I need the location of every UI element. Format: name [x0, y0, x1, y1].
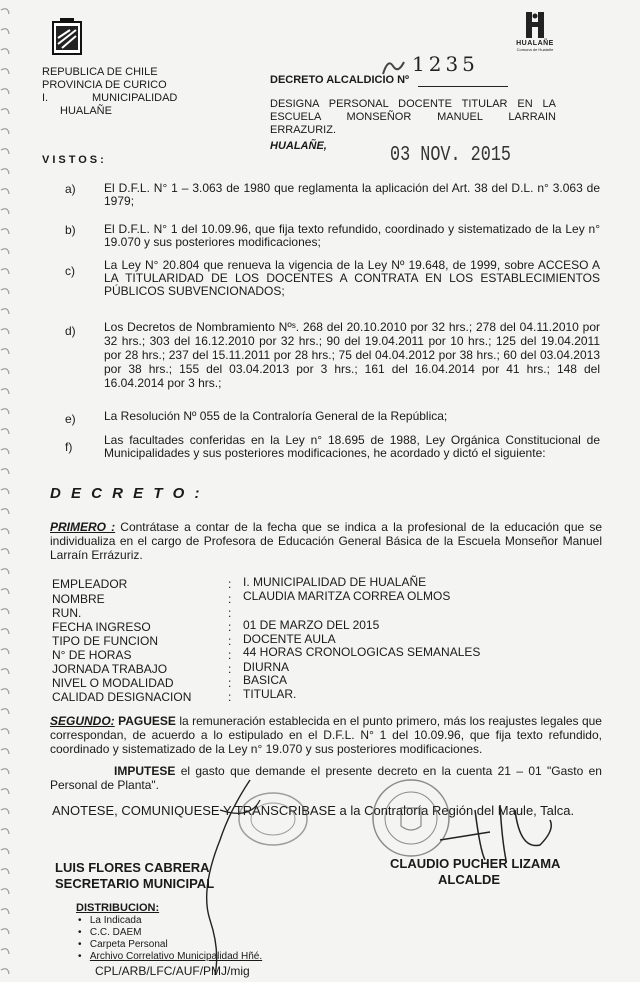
binding-hole — [1, 589, 9, 594]
field-label-nombre: NOMBRE — [52, 592, 105, 606]
list-item: • La Indicada — [78, 915, 142, 926]
binding-hole — [1, 149, 9, 154]
binding-hole — [1, 429, 9, 434]
binding-hole — [1, 749, 9, 754]
header-country: REPUBLICA DE CHILE — [42, 66, 158, 78]
binding-hole — [1, 9, 9, 14]
binding-hole — [1, 109, 9, 114]
binding-hole — [1, 829, 9, 834]
binding-hole — [1, 549, 9, 554]
anotese-line: ANOTESE, COMUNIQUESE Y TRANSCRIBASE a la Contraloría Región del Maule, Talca. — [52, 803, 575, 818]
binding-hole — [1, 569, 9, 574]
distribution-item: Archivo Correlativo Municipalidad Hñé. — [89, 951, 263, 962]
field-colon: : — [228, 577, 232, 591]
binding-hole — [1, 229, 9, 234]
field-value-jornada: DIURNA — [243, 660, 290, 674]
list-item: • C.C. DAEM — [78, 927, 142, 938]
scribble-icon — [380, 54, 408, 78]
vistos-letter-d: d) — [65, 324, 76, 338]
distribution-item: Carpeta Personal — [89, 939, 168, 950]
date-stamp: 03 NOV. 2015 — [390, 144, 511, 167]
binding-hole — [1, 769, 9, 774]
mayor-title: ALCALDE — [438, 872, 501, 887]
field-label-jornada: JORNADA TRABAJO — [52, 662, 168, 676]
header-muni-label: MUNICIPALIDAD — [92, 92, 178, 104]
segundo-label: SEGUNDO: — [50, 714, 115, 728]
field-value-nivel: BASICA — [243, 673, 288, 687]
binding-hole — [1, 529, 9, 534]
primero-paragraph — [50, 520, 602, 562]
field-colon: : — [228, 676, 232, 690]
field-value-tipo: DOCENTE AULA — [243, 632, 336, 646]
binding-hole — [1, 369, 9, 374]
binding-hole — [1, 489, 9, 494]
binding-hole — [1, 329, 9, 334]
vistos-item-b: El D.F.L. N° 1 del 10.09.96, que fija texto refundido, coordinado y sistematizado de la Ley n° 19.070 y sus posteriores modificaciones; — [104, 222, 600, 249]
field-colon: : — [228, 592, 232, 606]
field-label-fecha: FECHA INGRESO — [52, 620, 151, 634]
vistos-item-f: Las facultades conferidas en la Ley n° 18.695 de 1988, Ley Orgánica Constitucional de Municipalidades y sus posteriores modificaciones, he acordado y dictó el siguiente: — [104, 433, 600, 460]
binding-hole — [1, 69, 9, 74]
binding-hole — [1, 129, 9, 134]
header-muni-prefix: I. — [42, 92, 49, 104]
field-label-empleador: EMPLEADOR — [52, 577, 128, 591]
binding-hole — [1, 969, 9, 974]
vistos-item-d: Los Decretos de Nombramiento Nºˢ. 268 del 20.10.2010 por 32 hrs.; 278 del 04.11.2010 por 32 hrs.; 303 del 16.12.2010 por 32 hrs.; 90 del 19.04.2011 por 10 hrs.; 125 del 19.04.2011 por 28 hrs.; 237 del 15.11.2011 por 28 hrs.; 75 del 04.04.2012 por 38 hrs.; 60 del 03.04.2013 por 38 hrs.; 155 del 03.04.2013 por 3 hrs.; 161 del 16.04.2014 por 41 hrs.; 148 del 16.04.2014 por 3 hrs.; — [104, 320, 600, 390]
imputese-bold: IMPUTESE — [114, 764, 176, 778]
binding-hole — [1, 869, 9, 874]
binding-holes — [0, 0, 14, 982]
binding-hole — [1, 89, 9, 94]
decree-place: HUALAÑE, — [270, 140, 327, 152]
field-label-nivel: NIVEL O MODALIDAD — [52, 676, 174, 690]
binding-hole — [1, 249, 9, 254]
decree-number: 1235 — [412, 52, 479, 76]
binding-hole — [1, 609, 9, 614]
binding-hole — [1, 889, 9, 894]
list-item: • Carpeta Personal — [78, 939, 168, 950]
binding-hole — [1, 209, 9, 214]
logo-text: HUALAÑE — [516, 40, 554, 47]
field-value-fecha: 01 DE MARZO DEL 2015 — [243, 618, 380, 632]
field-label-calidad: CALIDAD DESIGNACION — [52, 690, 192, 704]
distribution-heading: DISTRIBUCION: — [76, 902, 160, 914]
secretary-name: LUIS FLORES CABRERA — [55, 860, 210, 875]
vistos-item-e: La Resolución Nº 055 de la Contraloría General de la República; — [104, 409, 448, 423]
field-colon: : — [228, 662, 232, 676]
imputese-text: el gasto que demande el presente decreto en la cuenta 21 – 01 "Gasto en Personal de Planta". — [50, 764, 602, 792]
vistos-letter-e: e) — [65, 412, 76, 426]
decree-number-line — [418, 86, 508, 87]
header-province: PROVINCIA DE CURICO — [42, 79, 167, 91]
field-label-run: RUN. — [52, 606, 82, 620]
binding-hole — [1, 169, 9, 174]
binding-hole — [1, 949, 9, 954]
segundo-bold: PAGUESE — [118, 714, 176, 728]
segundo-text: la remuneración establecida en el punto primero, más los reajustes legales que correspondan, de acuerdo a lo estipulado en el D.F.L. N° 1 del 10.09.96, que fija texto refundido, coordinado y sistematizado de la Ley n° 19.070 y sus posteriores modificaciones. — [50, 714, 602, 756]
vistos-letter-f: f) — [65, 440, 73, 454]
header-commune: HUALAÑE — [60, 105, 112, 117]
field-value-calidad: TITULAR. — [243, 687, 297, 701]
distribution-item: C.C. DAEM — [89, 927, 142, 938]
distribution-item: La Indicada — [89, 915, 142, 926]
decree-subject: DESIGNA PERSONAL DOCENTE TITULAR EN LA ESCUELA MONSEÑOR MANUEL LARRAIN ERRAZURIZ. — [270, 98, 556, 136]
hualane-logo — [512, 10, 558, 52]
field-value-empleador: I. MUNICIPALIDAD DE HUALAÑE — [243, 575, 427, 589]
vistos-letter-a: a) — [65, 182, 76, 196]
field-colon: : — [228, 606, 232, 620]
binding-hole — [1, 729, 9, 734]
binding-hole — [1, 289, 9, 294]
mayor-name: CLAUDIO PUCHER LIZAMA — [390, 856, 561, 871]
vistos-item-a: El D.F.L. N° 1 – 3.063 de 1980 que reglamenta la aplicación del Art. 38 del D.L. n° 3.063 de 1979; — [104, 181, 600, 208]
binding-hole — [1, 509, 9, 514]
field-value-horas: 44 HORAS CRONOLOGICAS SEMANALES — [243, 645, 481, 659]
binding-hole — [1, 849, 9, 854]
logo-subtext: Comuna de Hualañe — [516, 47, 554, 52]
binding-hole — [1, 389, 9, 394]
field-colon: : — [228, 648, 232, 662]
binding-hole — [1, 269, 9, 274]
binding-hole — [1, 629, 9, 634]
binding-hole — [1, 709, 9, 714]
binding-hole — [1, 49, 9, 54]
vistos-item-c: La Ley N° 20.804 que renueva la vigencia de la Ley Nº 19.648, de 1999, sobre ACCESO A LA TITULARIDAD DE LOS DOCENTES A CONTRATA EN LOS ESTABLECIMIENTOS PÚBLICOS SUBVENCIONADOS; — [104, 258, 600, 298]
field-colon: : — [228, 620, 232, 634]
field-label-tipo: TIPO DE FUNCION — [52, 634, 159, 648]
coat-of-arms-logo — [50, 18, 84, 58]
primero-text: Contrátase a contar de la fecha que se indica a la profesional de la educación que se individualiza en el cargo de Profesora de Educación General Básica de la Escuela Monseñor Manuel Larraín Errázuriz. — [50, 520, 602, 562]
binding-hole — [1, 689, 9, 694]
distribution-list — [78, 915, 262, 963]
primero-label: PRIMERO : — [50, 520, 116, 534]
binding-hole — [1, 349, 9, 354]
binding-hole — [1, 809, 9, 814]
distribution-initials: CPL/ARB/LFC/AUF/PMJ/mig — [95, 964, 250, 978]
vistos-letter-c: c) — [65, 264, 75, 278]
field-colon: : — [228, 634, 232, 648]
binding-hole — [1, 669, 9, 674]
field-label-horas: N° DE HORAS — [52, 648, 132, 662]
binding-hole — [1, 409, 9, 414]
binding-hole — [1, 909, 9, 914]
binding-hole — [1, 449, 9, 454]
field-value-nombre: CLAUDIA MARITZA CORREA OLMOS — [243, 589, 451, 603]
decree-label: DECRETO ALCALDICIO Nº — [270, 74, 410, 86]
field-colon: : — [228, 690, 232, 704]
binding-hole — [1, 929, 9, 934]
decreto-heading: D E C R E T O : — [50, 485, 203, 502]
vistos-letter-b: b) — [65, 223, 76, 237]
binding-hole — [1, 189, 9, 194]
binding-hole — [1, 469, 9, 474]
hualane-h-icon — [524, 10, 546, 40]
binding-hole — [1, 649, 9, 654]
imputese-paragraph — [50, 764, 602, 792]
binding-hole — [1, 309, 9, 314]
secretary-title: SECRETARIO MUNICIPAL — [55, 876, 215, 891]
segundo-paragraph — [50, 714, 602, 756]
vistos-heading: VISTOS: — [42, 154, 107, 166]
list-item: • Archivo Correlativo Municipalidad Hñé. — [78, 951, 263, 962]
binding-hole — [1, 789, 9, 794]
binding-hole — [1, 29, 9, 34]
